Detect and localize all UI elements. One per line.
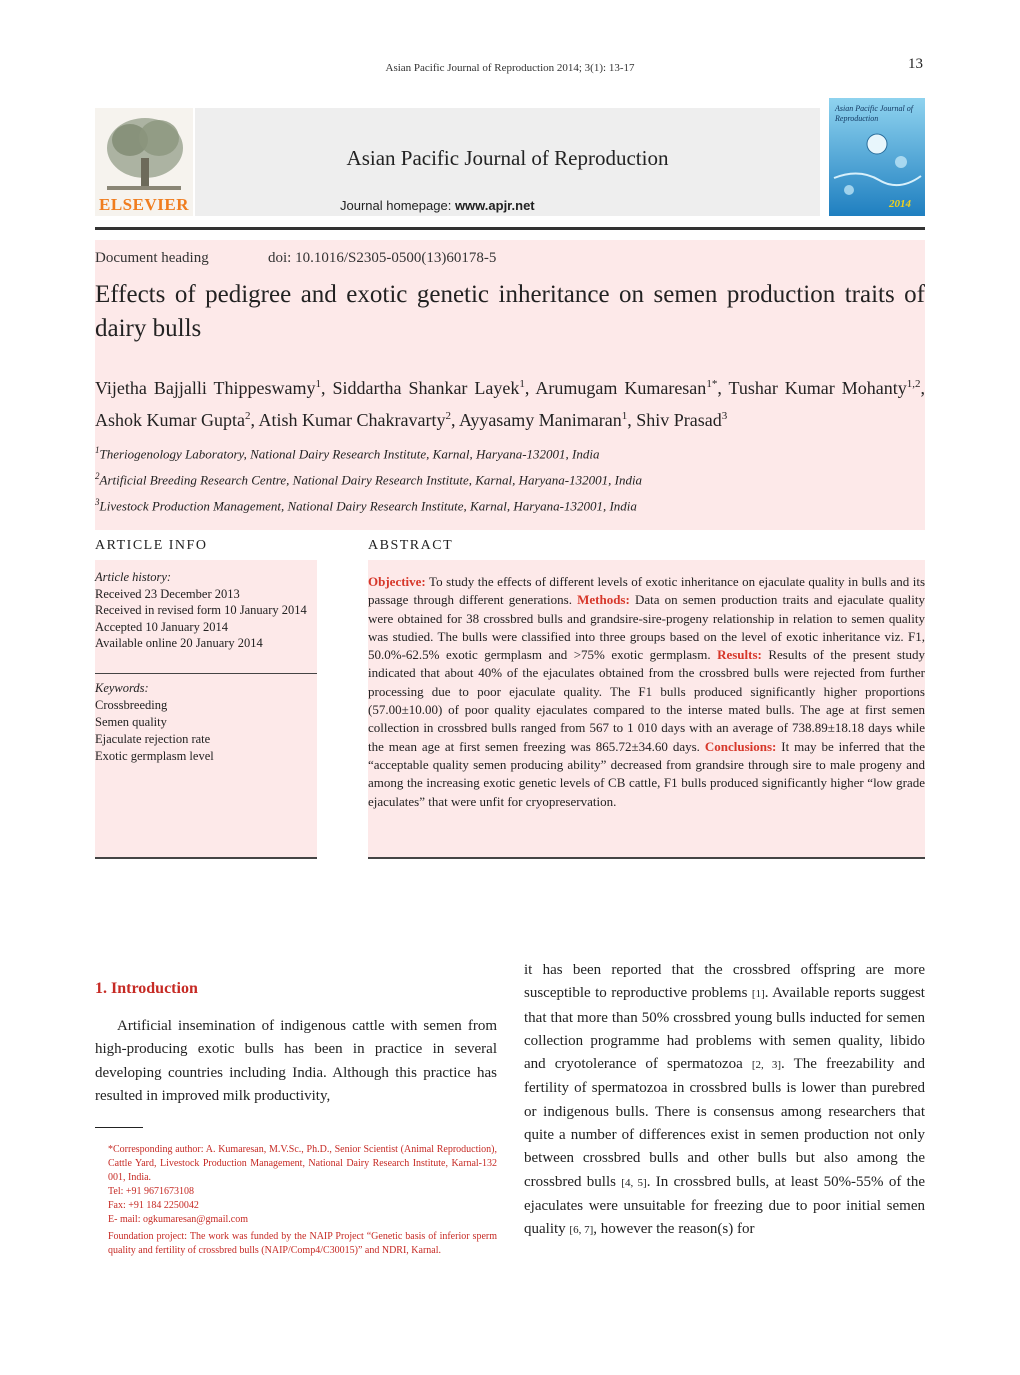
- citation[interactable]: [4, 5]: [621, 1176, 647, 1189]
- results-text: Results of the present study indicated that about 40% of the ejaculates obtained from the crossbred bulls were rejected from further processing due to poor ejaculate quality. The F1 bulls produced significantly higher proportions (57.00±10.00) of poor quality ejaculates compared to the interse mated bulls. The age at first semen collection in crossbred bulls ranged from 567 to 1 010 days with an average of 738.89±18.18 days while the mean age at first semen freezing was 865.72±34.60 days.: [368, 647, 925, 754]
- citation[interactable]: [2, 3]: [751, 1059, 782, 1072]
- publisher-wordmark: ELSEVIER: [99, 195, 189, 214]
- affiliation: $^1$Theriogenology Laboratory, National Dairy Research Institute, Karnal, Haryana-132001, India: [95, 445, 600, 462]
- introduction-column-1: Artificial insemination of indigenous cattle with semen from high-producing exotic bulls has been in practice in several developing countries including India. Although this practice has resulted in improved milk productivity,: [95, 1018, 497, 1104]
- article-title: Effects of pedigree and exotic genetic inheritance on semen production traits of dairy bulls: [95, 281, 925, 342]
- citation[interactable]: [6, 7]: [569, 1224, 594, 1237]
- methods-label: Methods:: [577, 592, 630, 608]
- journal-name: Asian Pacific Journal of Reproduction: [346, 146, 669, 170]
- author: Arumugam Kumaresan$^{1*}$,: [535, 378, 729, 398]
- article-info-heading: ARTICLE INFO: [95, 538, 208, 553]
- header-rule: [95, 227, 925, 230]
- history-online: Available online 20 January 2014: [95, 636, 263, 650]
- author: Tushar Kumar Mohanty$^{1,2}$,: [728, 378, 925, 398]
- results-label: Results:: [717, 647, 762, 663]
- history-revised: Received in revised form 10 January 2014: [95, 603, 307, 617]
- methods-text: Data on semen production traits and ejaculate quality were obtained for 38 crossbred bulls and grandsire-sire-progeny relationship in relation to semen quality was studied. The bulls were classified into three groups based on the level of exotic inheritance viz. F1, 50.0%-62.5% exotic germplasm and >75% exotic germplasm.: [368, 592, 926, 663]
- affiliation: $^3$Livestock Production Management, National Dairy Research Institute, Karnal, Haryana-132001, India: [95, 497, 637, 514]
- abstract-heading: ABSTRACT: [368, 538, 454, 553]
- abstract-text: [368, 573, 925, 811]
- keyword: Exotic germplasm level: [95, 749, 214, 763]
- homepage-url[interactable]: www.apjr.net: [454, 198, 535, 213]
- page-number: 13: [908, 56, 923, 72]
- telephone: Tel: +91 9671673108: [108, 1186, 195, 1197]
- article-history: [95, 569, 317, 652]
- divider: [368, 857, 925, 859]
- doi[interactable]: doi: 10.1016/S2305-0500(13)60178-5: [268, 250, 497, 266]
- objective-text: To study the effects of different levels of exotic inheritance on ejaculate quality in bulls and its passage through different generations.: [368, 574, 926, 608]
- email[interactable]: E- mail: ogkumaresan@gmail.com: [108, 1214, 249, 1225]
- journal-cover-image: [829, 98, 925, 216]
- document-heading: Document heading: [95, 250, 209, 266]
- footnote-rule: [95, 1127, 143, 1128]
- conclusions-text: It may be inferred that the “acceptable quality semen producing ability” decreased from grandsire through sire to male progeny and among the increasing exotic genetic levels of CB cattle, F1 bulls produced significantly higher “low grade ejaculates” that were unfit for cryopreservation.: [368, 738, 926, 809]
- fax: Fax: +91 184 2250042: [108, 1200, 199, 1211]
- history-label: Article history:: [95, 570, 172, 584]
- funding-note: Foundation project: The work was funded by the NAIP Project “Genetic basis of inferior sperm quality and fertility of crossbred bulls (NAIP/Comp4/C30015)” and NDRI, Karnal.: [108, 1231, 497, 1256]
- keyword: Crossbreeding: [95, 698, 168, 712]
- author: Vijetha Bajjalli Thippeswamy$^1$,: [95, 378, 333, 398]
- divider: [95, 673, 317, 674]
- divider: [95, 857, 317, 859]
- keywords-label: Keywords:: [95, 681, 149, 695]
- history-accepted: Accepted 10 January 2014: [95, 619, 228, 634]
- footnotes: [95, 1143, 497, 1258]
- author-list: [95, 370, 925, 434]
- introduction-heading: 1. Introduction: [95, 980, 198, 997]
- author: Ashok Kumar Gupta$^2$,: [95, 410, 259, 430]
- citation[interactable]: [1]: [751, 988, 765, 1001]
- keyword: Semen quality: [95, 715, 167, 729]
- author: Siddartha Shankar Layek$^1$,: [332, 378, 536, 398]
- author: Ayyasamy Manimaran$^1$,: [458, 410, 637, 430]
- keyword: Ejaculate rejection rate: [95, 732, 211, 746]
- affiliation: $^2$Artificial Breeding Research Centre, National Dairy Research Institute, Karnal, Haryana-132001, India: [95, 471, 643, 488]
- cover-year: 2014: [889, 198, 911, 210]
- keywords: [95, 680, 317, 765]
- running-head: Asian Pacific Journal of Reproduction 2014; 3(1): 13-17: [385, 62, 635, 74]
- conclusions-label: Conclusions:: [704, 738, 777, 754]
- journal-homepage: [340, 198, 535, 213]
- cover-title: Asian Pacific Journal of Reproduction: [835, 104, 913, 123]
- author: Shiv Prasad$^3$: [636, 410, 728, 430]
- introduction-column-2: it has been reported that the crossbred offspring are more susceptible to reproductive problems [1]. Available reports suggest that that more than 50% crossbred young bulls inducted for semen collection programme had problems with semen quality, libido and cryotolerance of spermatozoa [2, 3]. The freezability and fertility of spermatozoa in crossbred bulls is lower than purebred or indigenous bulls. There is consensus among researchers that quite a number of differences exist in semen production not only between crossbred bulls and other bulls but also among the crossbred bulls [4, 5]. In crossbred bulls, at least 50%-55% of the ejaculates were unsuitable for freezing due to poor initial semen quality [6, 7], however the reason(s) for: [524, 962, 926, 1238]
- homepage-label: Journal homepage:: [340, 198, 452, 213]
- objective-label: Objective:: [368, 574, 426, 589]
- author: Atish Kumar Chakravarty$^2$,: [258, 410, 459, 430]
- corresponding-author: *Corresponding author: A. Kumaresan, M.V.Sc., Ph.D., Senior Scientist (Animal Reproduction), Cattle Yard, Livestock Production Management, National Dairy Research Institute, Karnal-132 001, India.: [108, 1144, 497, 1183]
- history-received: Received 23 December 2013: [95, 586, 240, 601]
